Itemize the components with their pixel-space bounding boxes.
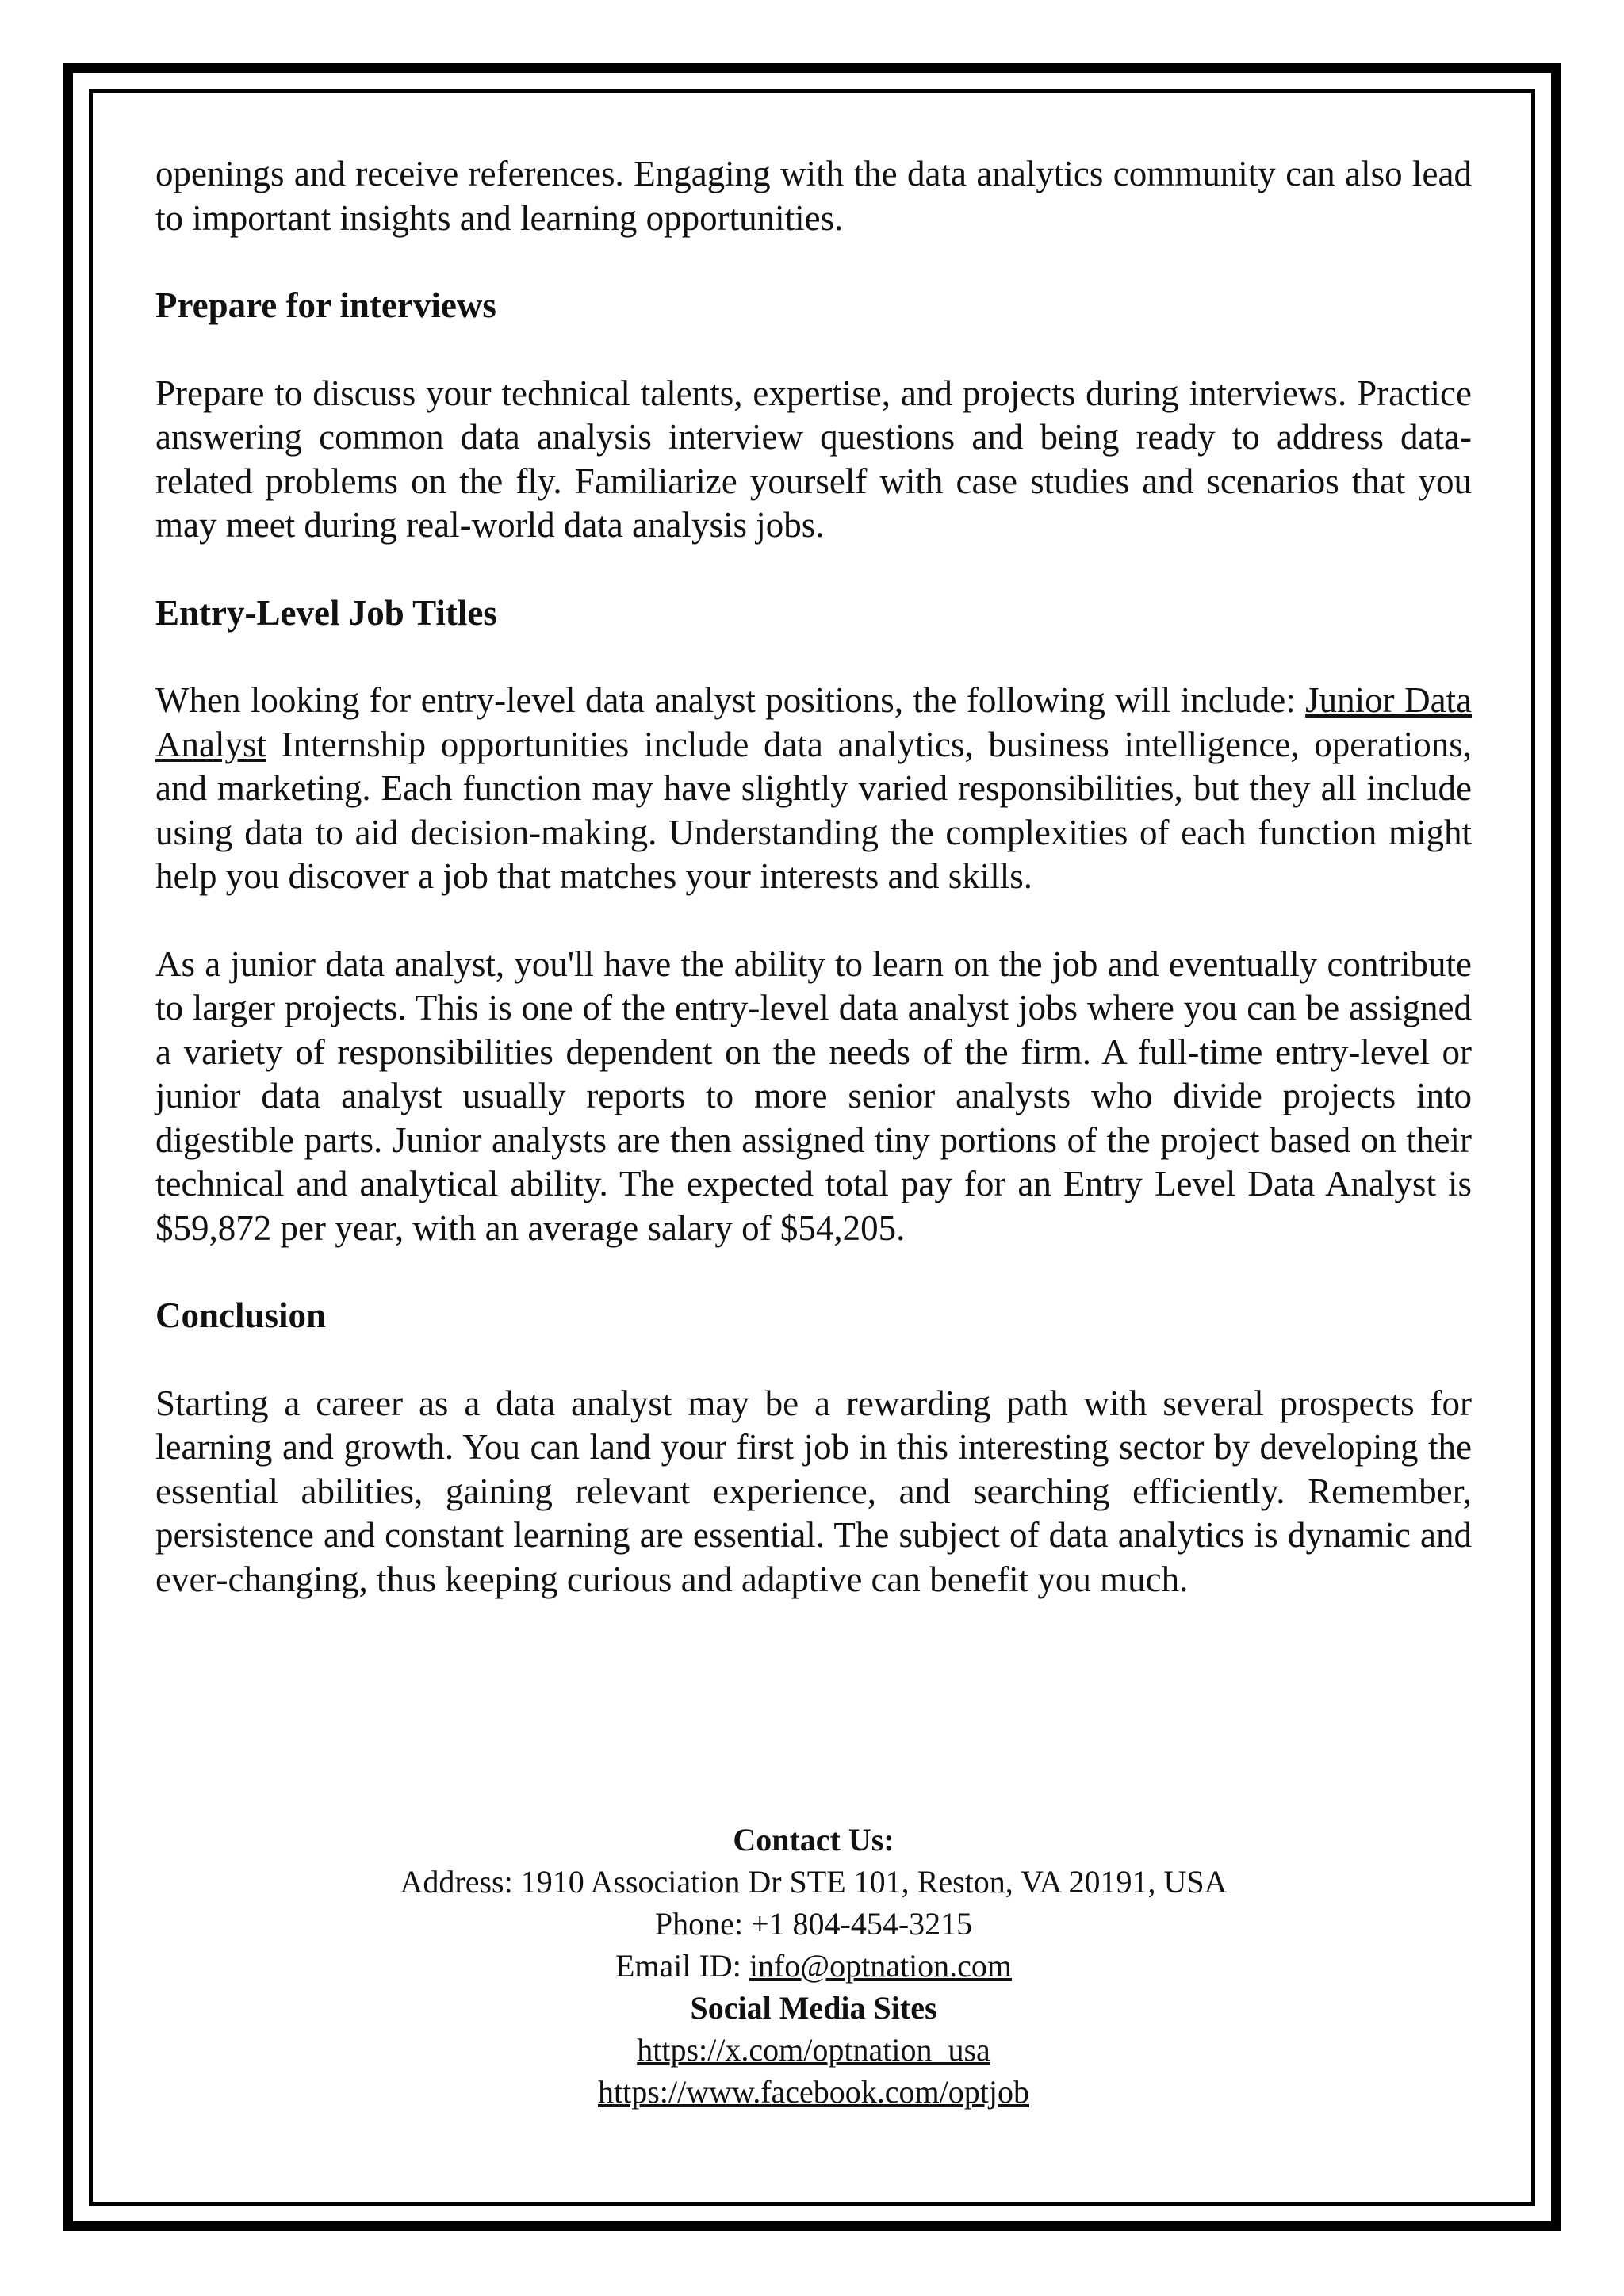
heading-prepare-for-interviews: Prepare for interviews [155, 285, 496, 325]
document-body [155, 152, 1472, 1645]
contact-title: Contact Us: [733, 1822, 894, 1858]
contact-email-link[interactable]: info@optnation.com [749, 1948, 1013, 1984]
contact-email-line [155, 1945, 1472, 1987]
contact-phone: Phone: +1 804-454-3215 [654, 1906, 973, 1942]
social-media-title: Social Media Sites [690, 1990, 937, 2026]
social-facebook-link[interactable]: https://www.facebook.com/optjob [598, 2074, 1029, 2110]
paragraph-interviews: Prepare to discuss your technical talents, expertise, and projects during interviews. Practice answering common data analysis interview questions and being ready to address data-related problems on the fly. Familiarize yourself with case studies and scenarios that you may meet during real-world data analysis jobs. [155, 373, 1472, 545]
paragraph-junior-analyst: As a junior data analyst, you'll have the ability to learn on the job and eventually contribute to larger projects. This is one of the entry-level data analyst jobs where you can be assigned a variety of responsibilities dependent on the needs of the firm. A full-time entry-level or junior data analyst usually reports to more senior analysts who divide projects into digestible parts. Junior analysts are then assigned tiny portions of the project based on their technical and analytical ability. The expected total pay for an Entry Level Data Analyst is $59,872 per year, with an average salary of $54,205. [155, 943, 1472, 1248]
social-x-link[interactable]: https://x.com/optnation_usa [637, 2032, 990, 2068]
heading-entry-level-job-titles: Entry-Level Job Titles [155, 592, 497, 633]
paragraph-networking-end: openings and receive references. Engaging with the data analytics community can also lead to important insights and learning opportunities. [155, 154, 1472, 238]
contact-email-label: Email ID: [615, 1948, 749, 1984]
paragraph-job-titles [155, 679, 1472, 899]
job-titles-rest: Internship opportunities include data analytics, business intelligence, operations, and marketing. Each function may have slightly varied responsibilities, but they all include using data to aid decision-making. Understanding the complexities of each function might help you discover a job that matches your interests and skills. [155, 724, 1472, 896]
contact-address: Address: 1910 Association Dr STE 101, Reston, VA 20191, USA [400, 1864, 1228, 1900]
contact-section [155, 1819, 1472, 2113]
paragraph-conclusion: Starting a career as a data analyst may be a rewarding path with several prospects for learning and growth. You can land your first job in this interesting sector by developing the essential abilities, gaining relevant experience, and searching efficiently. Remember, persistence and constant learning are essential. The subject of data analytics is dynamic and ever-changing, thus keeping curious and adaptive can benefit you much. [155, 1383, 1472, 1599]
job-titles-lead: When looking for entry-level data analyst positions, the following will include: [155, 680, 1296, 720]
heading-conclusion: Conclusion [155, 1295, 327, 1335]
junior-data-analyst-link[interactable]: Junior Data Analyst [155, 680, 1473, 764]
